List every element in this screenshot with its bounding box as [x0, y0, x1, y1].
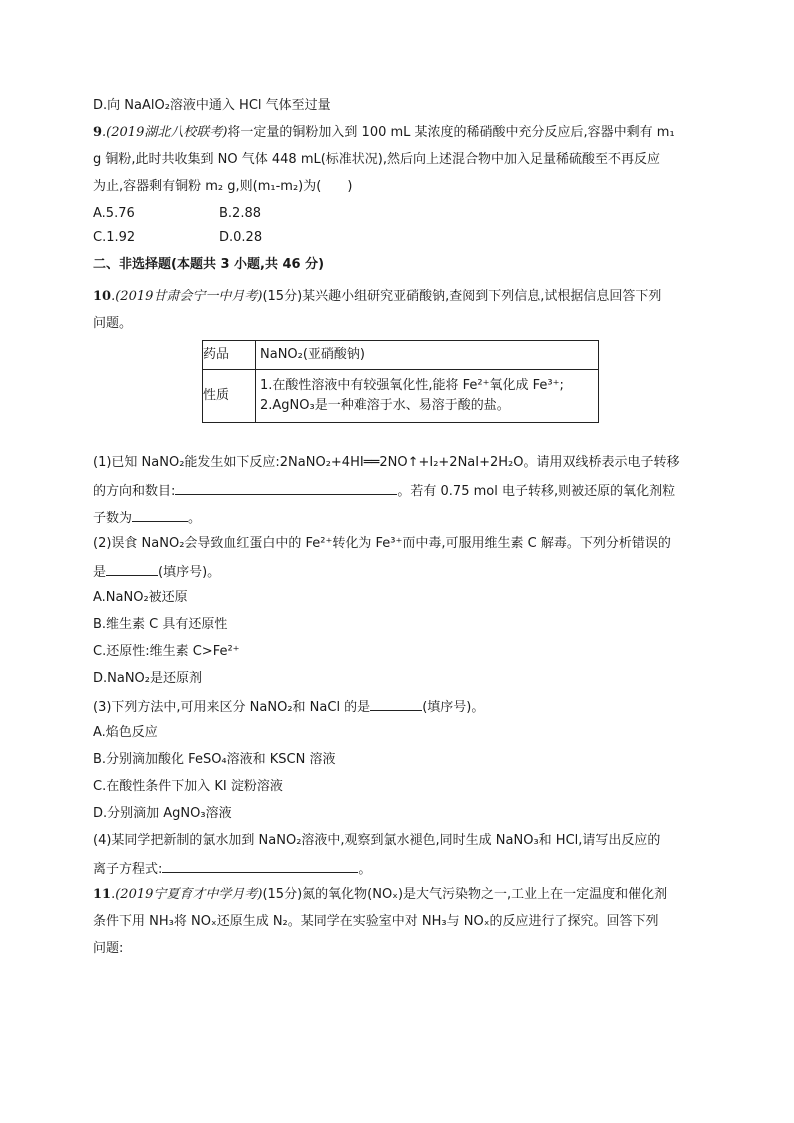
answer-blank-4[interactable]	[370, 698, 422, 711]
part2-option-a: A.NaNO₂被还原	[93, 590, 188, 605]
q9-source: .(2019湖北八校联考)	[102, 125, 228, 140]
table-row	[203, 341, 599, 370]
part1-text-a: 的方向和数目:	[93, 484, 176, 499]
part2-text-b: (填序号)。	[158, 565, 221, 580]
part1-text-d: 。	[188, 511, 202, 526]
part2-option-d: D.NaNO₂是还原剂	[93, 671, 203, 686]
part2-text-a: 是	[93, 565, 107, 580]
q11-line-2: 条件下用 NH₃将 NOₓ还原生成 N₂。某同学在实验室中对 NH₃与 NOₓ的反应进行了探究。回答下列	[93, 914, 659, 929]
table-key-property: 性质	[203, 370, 256, 423]
q9-line-2: g 铜粉,此时共收集到 NO 气体 448 mL(标准状况),然后向上述混合物中加入足量稀硫酸至不再反应	[93, 152, 660, 167]
table-val-property	[256, 370, 599, 423]
part3-text-a: (3)下列方法中,可用来区分 NaNO₂和 NaCl 的是	[93, 700, 371, 715]
answer-blank-1[interactable]	[175, 482, 397, 495]
q11-line-3: 问题:	[93, 941, 124, 956]
q11-line-1	[93, 887, 667, 903]
part4-text-a: 离子方程式:	[93, 862, 163, 877]
part2-line-2	[93, 563, 220, 581]
q8-option-d: D.向 NaAlO₂溶液中通入 HCl 气体至过量	[93, 98, 331, 113]
q10-line-2: 问题。	[93, 316, 133, 331]
table-key-drug: 药品	[203, 341, 256, 370]
property-1: 1.在酸性溶液中有较强氧化性,能将 Fe²⁺氧化成 Fe³⁺;	[260, 378, 564, 393]
part3-option-b: B.分别滴加酸化 FeSO₄溶液和 KSCN 溶液	[93, 752, 336, 767]
part2-line-1: (2)误食 NaNO₂会导致血红蛋白中的 Fe²⁺转化为 Fe³⁺而中毒,可服用维生素 C 解毒。下列分析错误的	[93, 536, 671, 551]
q10-number: 10	[93, 289, 112, 304]
part1-line-3	[93, 509, 201, 527]
answer-blank-2[interactable]	[132, 509, 188, 522]
q9-line-1	[93, 125, 675, 141]
q9-line-3: 为止,容器剩有铜粉 m₂ g,则(m₁-m₂)为( )	[93, 179, 353, 194]
q11-text-1: (15分)氮的氧化物(NOₓ)是大气污染物之一,工业上在一定温度和催化剂	[262, 887, 668, 902]
part2-option-c: C.还原性:维生素 C>Fe²⁺	[93, 644, 240, 659]
q10-text-1: (15分)某兴趣小组研究亚硝酸钠,查阅到下列信息,试根据信息回答下列	[262, 289, 662, 304]
q9-option-a: A.5.76	[93, 206, 135, 221]
part3-line-1	[93, 698, 484, 716]
part4-text-b: 。	[358, 862, 372, 877]
part3-text-b: (填序号)。	[422, 700, 485, 715]
table-val-drug: NaNO₂(亚硝酸钠)	[256, 341, 599, 370]
part1-line-2	[93, 482, 675, 500]
part3-option-a: A.焰色反应	[93, 725, 158, 740]
part3-option-d: D.分别滴加 AgNO₃溶液	[93, 806, 232, 821]
answer-blank-3[interactable]	[106, 563, 158, 576]
answer-blank-5[interactable]	[162, 860, 358, 873]
part1-text-b: 。若有 0.75 mol 电子转移,则被还原的氧化剂粒	[397, 484, 676, 499]
table-row	[203, 370, 599, 423]
q9-number: 9	[93, 125, 103, 140]
q9-option-b: B.2.88	[219, 206, 261, 221]
part4-line-2	[93, 860, 371, 878]
part2-option-b: B.维生素 C 具有还原性	[93, 617, 228, 632]
info-table	[202, 340, 599, 423]
part4-line-1: (4)某同学把新制的氯水加到 NaNO₂溶液中,观察到氯水褪色,同时生成 NaNO₃和 HCl,请写出反应的	[93, 833, 661, 848]
part1-line-1: (1)已知 NaNO₂能发生如下反应:2NaNO₂+4HI══2NO↑+I₂+2NaI+2H₂O。请用双线桥表示电子转移	[93, 455, 680, 470]
q11-number: 11	[93, 887, 112, 902]
q10-line-1	[93, 289, 661, 305]
q9-option-d: D.0.28	[219, 230, 263, 245]
q10-source: .(2019甘肃会宁一中月考)	[111, 289, 263, 304]
property-2: 2.AgNO₃是一种难溶于水、易溶于酸的盐。	[260, 398, 510, 413]
section-heading: 二、非选择题(本题共 3 小题,共 46 分)	[93, 257, 325, 272]
part1-text-c: 子数为	[93, 511, 133, 526]
q9-text-1: 将一定量的铜粉加入到 100 mL 某浓度的稀硝酸中充分反应后,容器中剩有 m₁	[227, 125, 675, 140]
q9-option-c: C.1.92	[93, 230, 136, 245]
q11-source: .(2019宁夏育才中学月考)	[111, 887, 263, 902]
part3-option-c: C.在酸性条件下加入 KI 淀粉溶液	[93, 779, 283, 794]
